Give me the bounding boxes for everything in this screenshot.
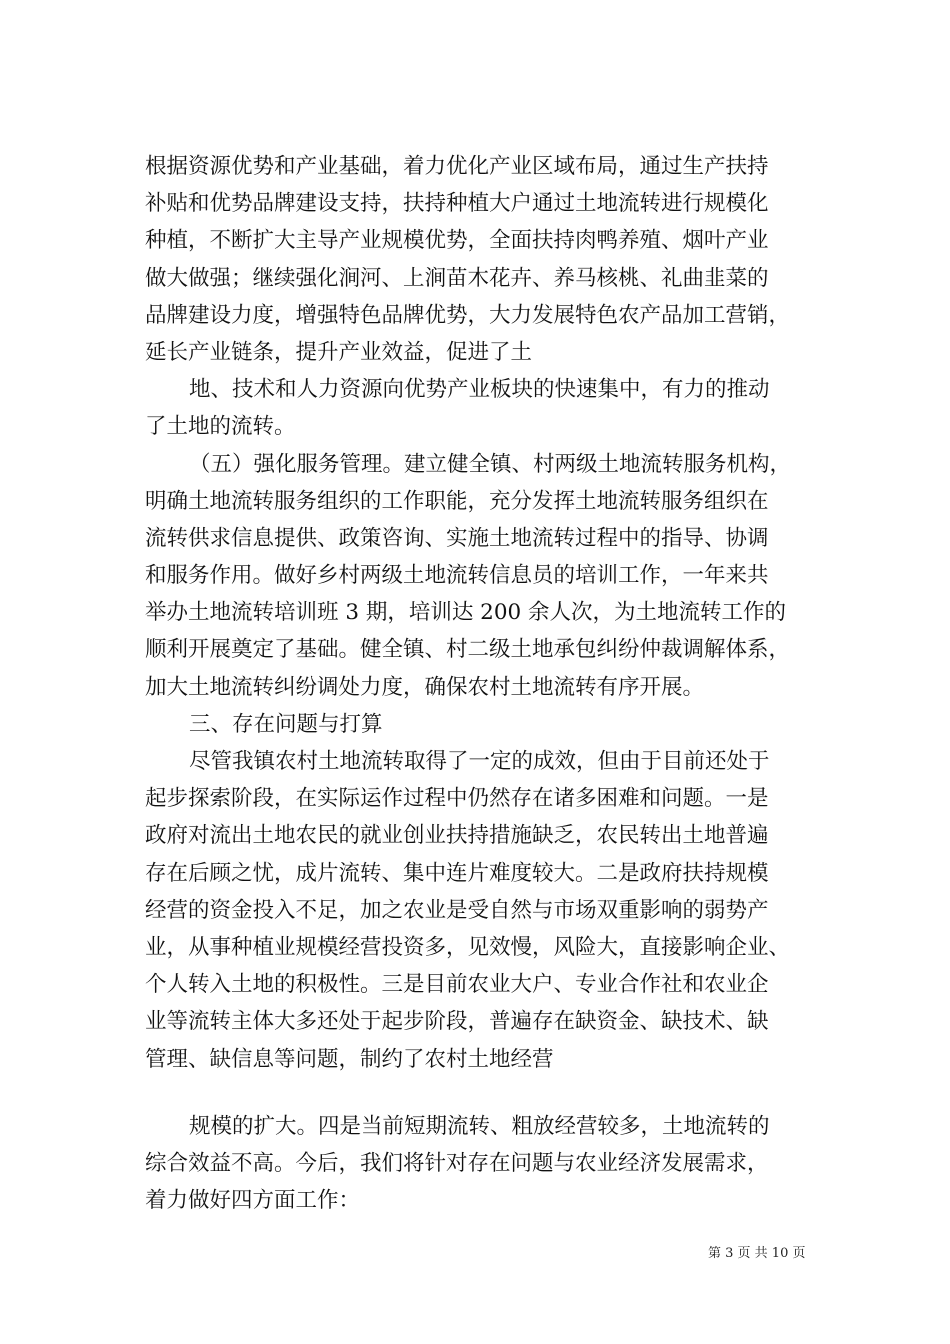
text-line: 经营的资金投入不足，加之农业是受自然与市场双重影响的弱势产 bbox=[145, 897, 769, 923]
text-line: 管理、缺信息等问题，制约了农村土地经营 bbox=[145, 1046, 554, 1072]
text-line: 和服务作用。做好乡村两级土地流转信息员的培训工作，一年来共 bbox=[145, 563, 769, 589]
text-line: 明确土地流转服务组织的工作职能，充分发挥土地流转服务组织在 bbox=[145, 488, 769, 514]
text-line: 举办土地流转培训班 3 期，培训达 200 余人次，为土地流转工作的 bbox=[145, 600, 787, 626]
text-line: 规模的扩大。四是当前短期流转、粗放经营较多，土地流转的 bbox=[189, 1114, 770, 1139]
text-line: 种植，不断扩大主导产业规模优势，全面扶持肉鸭养殖、烟叶产业 bbox=[145, 228, 769, 254]
text-line: 延长产业链条，提升产业效益，促进了土 bbox=[145, 339, 533, 365]
section-heading: 三、存在问题与打算 bbox=[189, 711, 383, 737]
text-line: 加大土地流转纠纷调处力度，确保农村土地流转有序开展。 bbox=[145, 674, 705, 700]
body-text-upper bbox=[145, 148, 820, 1078]
text-line: 品牌建设力度，增强特色品牌优势，大力发展特色农产品加工营销， bbox=[145, 302, 791, 328]
text-line: 业，从事种植业规模经营投资多，见效慢，风险大，直接影响企业、 bbox=[145, 934, 791, 960]
body-text-lower bbox=[145, 1108, 820, 1220]
text-line: 根据资源优势和产业基础，着力优化产业区域布局，通过生产扶持 bbox=[145, 154, 769, 179]
text-line: 做大做强；继续强化涧河、上涧苗木花卉、养马核桃、礼曲韭菜的 bbox=[145, 265, 769, 291]
text-line: 起步探索阶段，在实际运作过程中仍然存在诸多困难和问题。一是 bbox=[145, 786, 769, 812]
text-line: 着力做好四方面工作： bbox=[145, 1188, 361, 1214]
text-line: 个人转入土地的积极性。三是目前农业大户、专业合作社和农业企 bbox=[145, 972, 769, 998]
page-number-footer: 第 3 页 共 10 页 bbox=[708, 1246, 806, 1261]
text-line: 了土地的流转。 bbox=[145, 414, 296, 440]
text-line: 业等流转主体大多还处于起步阶段，普遍存在缺资金、缺技术、缺 bbox=[145, 1009, 769, 1035]
text-line: 存在后顾之忧，成片流转、集中连片难度较大。二是政府扶持规模 bbox=[145, 860, 769, 886]
text-line: （五）强化服务管理。建立健全镇、村两级土地流转服务机构， bbox=[189, 451, 792, 477]
text-line: 地、技术和人力资源向优势产业板块的快速集中，有力的推动 bbox=[189, 377, 770, 403]
text-line: 综合效益不高。今后，我们将针对存在问题与农业经济发展需求， bbox=[145, 1151, 769, 1177]
text-line: 政府对流出土地农民的就业创业扶持措施缺乏，农民转出土地普遍 bbox=[145, 823, 769, 849]
text-line: 流转供求信息提供、政策咨询、实施土地流转过程中的指导、协调 bbox=[145, 525, 769, 551]
text-line: 补贴和优势品牌建设支持，扶持种植大户通过土地流转进行规模化 bbox=[145, 191, 769, 217]
text-line: 顺利开展奠定了基础。健全镇、村二级土地承包纠纷仲裁调解体系， bbox=[145, 637, 791, 663]
text-line: 尽管我镇农村土地流转取得了一定的成效，但由于目前还处于 bbox=[189, 749, 770, 774]
